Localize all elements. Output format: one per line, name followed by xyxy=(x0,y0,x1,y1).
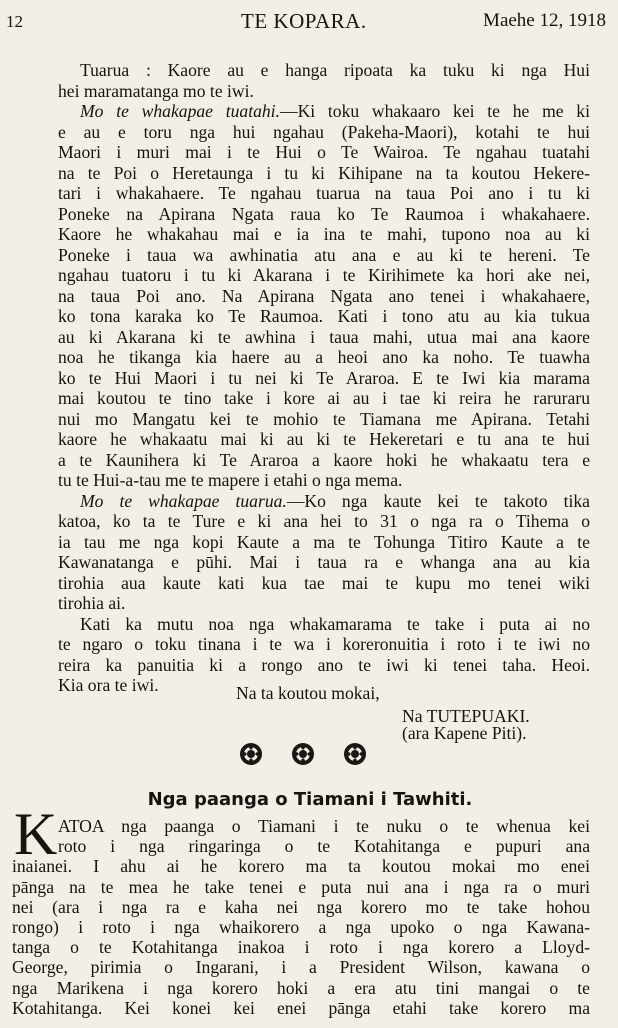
text-line xyxy=(58,450,590,471)
page-header xyxy=(0,6,618,38)
text-line xyxy=(12,957,590,977)
line-text: —Ko nga kaute kei te takoto tika xyxy=(286,490,590,511)
text-line xyxy=(12,877,590,897)
article-body xyxy=(12,816,590,1018)
letter-closing: Na ta koutou mokai, xyxy=(236,683,380,703)
text-line xyxy=(58,204,590,225)
article-dropcap: K xyxy=(14,801,58,867)
line-text: ia tau me nga kopi Kaute a ma te Tohunga Titiro Kaute a te xyxy=(58,531,590,552)
text-line xyxy=(12,836,590,856)
line-text: tirohia aua kaute kati kua tae mai te kupu mo tenei wiki xyxy=(58,572,590,593)
line-text: nui mo Mangatu kei te mohio te Tiamana me Apirana. Tetahi xyxy=(58,408,590,429)
line-text: tanga o te Kotahitanga inakoa i roto i nga korero a Lloyd- xyxy=(12,937,590,958)
letter-signature-alias: (ara Kapene Piti). xyxy=(402,723,527,743)
text-line xyxy=(58,163,590,184)
line-text: Kaore he whakahau mai e ia ina te mahi, tupono noa au ki xyxy=(58,224,590,244)
line-text: tu te Hui-a-tau me te mapere i etahi o nga mema. xyxy=(58,470,403,490)
text-line xyxy=(58,634,590,655)
text-line xyxy=(12,816,590,836)
text-line xyxy=(58,224,590,245)
text-line xyxy=(58,60,590,81)
line-text: Kati ka mutu noa nga whakamarama te take i puta ai no xyxy=(80,613,590,634)
line-text: rongo) i roto i nga whaikorero a nga upoko o nga Kawana- xyxy=(12,917,590,938)
line-text: na taua Poi ano. Na Apirana Ngata ano tenei i whakahaere, xyxy=(58,285,590,306)
text-line xyxy=(58,470,590,491)
line-text: nei (ara i nga ra e kaha nei nga korero mo te take hohou xyxy=(12,896,590,917)
line-text: noa he tikanga kia haere au a heoi ano ka noho. Te tuawha xyxy=(58,347,590,367)
line-text: au ki Akarana ki te awhina i taua mahi, utua mai ana kaore xyxy=(58,326,590,347)
text-line xyxy=(58,491,590,512)
letter-signature: Na TUTEPUAKI. xyxy=(402,706,530,726)
text-line xyxy=(58,429,590,450)
line-text: ATOA nga paanga o Tiamani i te nuku o te whenua kei xyxy=(58,816,590,836)
flower-ornament-icon xyxy=(290,741,316,767)
article-title: Nga paanga o Tiamani i Tawhiti. xyxy=(147,789,473,810)
text-line xyxy=(12,978,590,998)
text-line xyxy=(58,122,590,143)
line-text: roto i nga ringaringa o te Kotahitanga e pupuri ana xyxy=(58,836,590,857)
line-text: na te Poi o Heretaunga i tu ki Kihipane na ta koutou Hekere- xyxy=(58,162,590,183)
text-line xyxy=(12,937,590,957)
line-text: Maori i muri mai i te Hui o Te Wairoa. Te ngahau tuatahi xyxy=(58,142,590,162)
text-line xyxy=(12,856,590,876)
paragraph-lead: Mo te whakapae tuatahi. xyxy=(80,101,280,121)
line-text: Poneke na Apirana Ngata raua ko Te Raumoa i whakahaere. xyxy=(58,203,590,224)
line-text: nga Marikena i nga korero hoki a era atu tini mangai o te xyxy=(12,977,590,998)
text-line xyxy=(58,511,590,532)
line-text: inaianei. I ahu ai he korero ma ta koutou mokai mo enei xyxy=(12,856,590,877)
line-text: te ngaro o toku tinana i te wa i koreronuitia i roto i te iwi no xyxy=(58,634,590,654)
line-text: George, pirimia o Ingarani, i a President Wilson, kawana o xyxy=(12,957,590,978)
line-text: ko te Hui Maori i tu nei ki Te Araroa. E te Iwi kia marama xyxy=(58,367,590,388)
text-line xyxy=(58,409,590,430)
publication-title: TE KOPARA. xyxy=(241,9,367,33)
text-line xyxy=(58,368,590,389)
ornament-divider xyxy=(238,741,378,767)
line-text: mai koutou te tino take i kore ai au i tae ki reira he raruraru xyxy=(58,388,590,408)
text-line xyxy=(58,532,590,553)
text-line xyxy=(12,917,590,937)
line-text: e au e toru nga hui ngahau (Pakeha-Maori), kotahi te hui xyxy=(58,121,590,142)
text-line xyxy=(58,552,590,573)
line-text: katoa, ko ta te Ture e ki ana hei to 31 o nga ra o Tihema o xyxy=(58,511,590,531)
text-line xyxy=(58,306,590,327)
text-line xyxy=(58,327,590,348)
line-text: kaore he whakaatu mai ki au ki te Hekeretari e tu ana te hui xyxy=(58,429,590,449)
text-line xyxy=(58,183,590,204)
text-line xyxy=(58,388,590,409)
text-line xyxy=(58,142,590,163)
line-text: reira ka panuitia ki a rongo ano te iwi ki tenei taha. Heoi. xyxy=(58,654,590,675)
text-line xyxy=(58,245,590,266)
text-line xyxy=(58,614,590,635)
line-text: —Ki toku whakaaro kei te he me ki xyxy=(279,101,590,121)
letter-body xyxy=(58,60,590,696)
line-text: tirohia ai. xyxy=(58,593,126,613)
line-text: Kawanatanga e pūhi. Mai i taua ra e whanga ana au kia xyxy=(58,552,590,572)
text-line xyxy=(58,347,590,368)
paragraph-lead: Mo te whakapae tuarua. xyxy=(80,490,287,511)
line-text: Kia ora te iwi. xyxy=(58,675,159,695)
text-line xyxy=(12,998,590,1018)
text-line xyxy=(58,655,590,676)
page-number: 12 xyxy=(6,12,23,31)
line-text: ko tona karaka ko Te Raumoa. Kati i tono atu au kia tukua xyxy=(58,306,590,326)
flower-ornament-icon xyxy=(342,741,368,767)
flower-ornament-icon xyxy=(238,741,264,767)
line-text: a te Kaunihera ki Te Araroa a kaore hoki he whakaatu tera e xyxy=(58,449,590,470)
text-line xyxy=(58,286,590,307)
text-line xyxy=(58,593,590,614)
line-text: ngahau tuatoru i tu ki Akarana i te Kirihimete ka hori ake nei, xyxy=(58,265,590,285)
line-text: Poneke i taua wa awhinatia atu ana e au ki te hereni. Te xyxy=(58,244,590,265)
text-line xyxy=(58,265,590,286)
line-text: Kotahitanga. Kei konei kei enei pānga etahi take korero ma xyxy=(12,997,590,1018)
line-text: Tuarua : Kaore au e hanga ripoata ka tuku ki nga Hui xyxy=(80,60,590,80)
line-text: pānga na te mea he take tenei e puta nui ana i nga ra o muri xyxy=(12,876,590,897)
line-text: hei maramatanga mo te iwi. xyxy=(58,80,254,101)
line-text: tari i whakahaere. Te ngahau tuarua na taua Poi ano i tu ki xyxy=(58,183,590,203)
text-line xyxy=(12,897,590,917)
text-line xyxy=(58,101,590,122)
text-line xyxy=(58,573,590,594)
text-line xyxy=(58,81,590,102)
issue-date: Maehe 12, 1918 xyxy=(483,10,606,31)
